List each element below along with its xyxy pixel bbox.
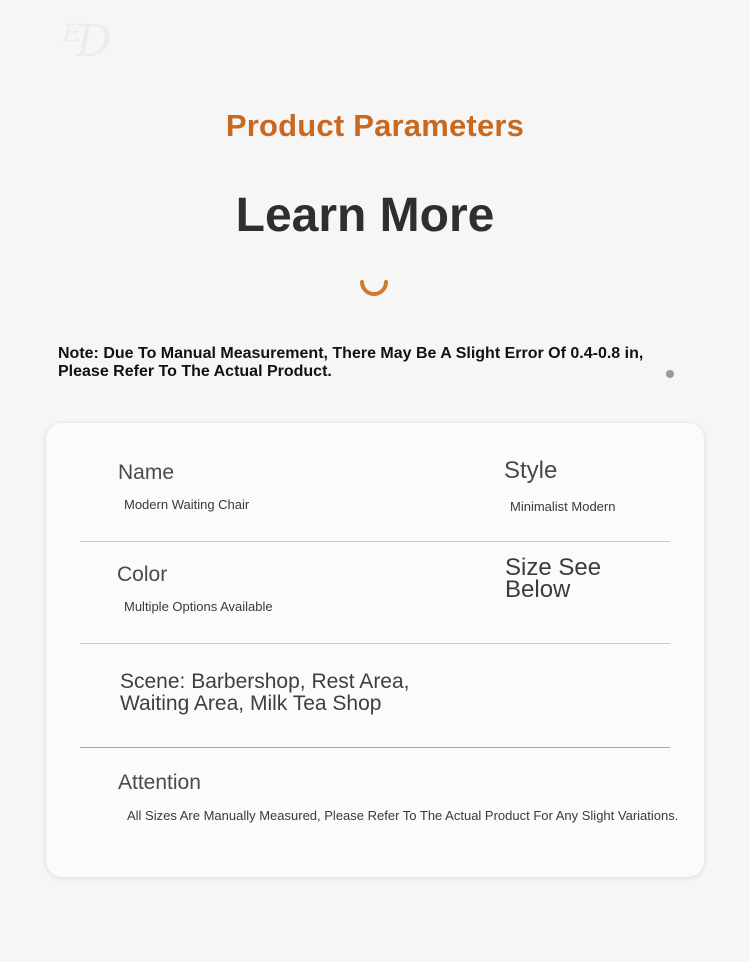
color-value: Multiple Options Available (124, 599, 273, 614)
divider (80, 747, 670, 748)
name-label: Name (118, 461, 175, 484)
section-subtitle: Product Parameters (225, 108, 525, 143)
divider (80, 541, 670, 542)
name-value: Modern Waiting Chair (124, 497, 250, 512)
attention-label: Attention (118, 771, 201, 794)
measurement-note: Note: Due To Manual Measurement, There May Be A Slight Error Of 0.4-0.8 in, Please Refer To The Actual Product. (58, 345, 644, 380)
size-label: Size See Below (505, 554, 602, 603)
page-title: Learn More (235, 189, 495, 242)
parameters-card (46, 423, 704, 877)
style-value: Minimalist Modern (510, 499, 616, 514)
divider (80, 643, 670, 644)
cursor-dot (666, 370, 674, 378)
scene-text: Scene: Barbershop, Rest Area, Waiting Area, Milk Tea Shop (120, 670, 410, 715)
style-label: Style (504, 457, 558, 484)
color-label: Color (117, 563, 168, 586)
attention-value: All Sizes Are Manually Measured, Please Refer To The Actual Product For Any Slight Variations. (127, 808, 679, 823)
logo-mark: ᴱD (62, 16, 106, 67)
loading-spinner-icon (357, 268, 391, 302)
